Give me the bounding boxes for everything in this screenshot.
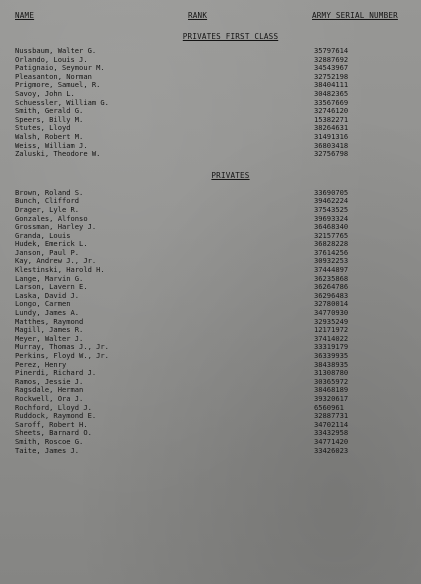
header-name: NAME	[15, 11, 35, 20]
army-serial-number: 32157765	[314, 230, 349, 240]
army-serial-number: 32887692	[314, 54, 349, 64]
soldier-name: Bunch, Clifford	[15, 196, 80, 206]
army-serial-number: 37444897	[314, 265, 349, 275]
soldier-name: Schuessler, William G.	[15, 97, 109, 107]
army-serial-number: 34543967	[314, 63, 349, 73]
army-serial-number: 36468340	[314, 222, 349, 232]
section-title-privates-first-class: PRIVATES FIRST CLASS	[182, 32, 279, 41]
army-serial-number: 33567669	[314, 97, 349, 107]
army-serial-number: 39693324	[314, 213, 349, 223]
soldier-name: Brown, Roland S.	[15, 187, 84, 197]
soldier-name: Savoy, John L.	[15, 88, 75, 98]
army-serial-number: 34771420	[314, 436, 349, 446]
soldier-name: Matthes, Raymond	[15, 316, 84, 326]
soldier-name: Smith, Gerald G.	[15, 106, 84, 116]
soldier-name: Orlando, Louis J.	[15, 54, 88, 64]
army-serial-number: 36339935	[314, 351, 349, 360]
army-serial-number: 32752198	[314, 71, 349, 81]
army-serial-number: 12171972	[314, 325, 349, 335]
header-serial-number: ARMY SERIAL NUMBER	[312, 11, 398, 20]
roster-row	[0, 150, 421, 159]
soldier-name: Gonzales, Alfonso	[15, 213, 88, 223]
army-serial-number: 6560961	[314, 402, 344, 412]
soldier-name: Granda, Louis	[15, 230, 71, 240]
army-serial-number: 33319179	[314, 342, 349, 352]
army-serial-number: 36803418	[314, 140, 349, 150]
roster-row	[0, 447, 421, 456]
army-serial-number: 36235868	[314, 273, 349, 283]
soldier-name: Ruddock, Raymond E.	[15, 411, 97, 421]
soldier-name: Grossman, Harley J.	[15, 222, 97, 232]
soldier-name: Meyer, Walter J.	[15, 333, 84, 343]
army-serial-number: 34702114	[314, 419, 349, 429]
soldier-name: Laska, David J.	[15, 290, 80, 300]
army-serial-number: 39462224	[314, 196, 349, 206]
soldier-name: Smith, Roscoe G.	[15, 436, 84, 446]
soldier-name: Rochford, Lloyd J.	[15, 402, 92, 412]
army-serial-number: 30365972	[314, 376, 349, 386]
soldier-name: Hudek, Emerick L.	[15, 239, 88, 249]
soldier-name: Stutes, Lloyd	[15, 123, 71, 133]
soldier-name: Speers, Billy M.	[15, 114, 84, 124]
soldier-name: Prigmore, Samuel, R.	[15, 80, 101, 90]
soldier-name: Perkins, Floyd W., Jr.	[15, 351, 109, 360]
soldier-name: Saroff, Robert H.	[15, 419, 88, 429]
army-serial-number: 15382271	[314, 114, 349, 124]
army-serial-number: 32780014	[314, 299, 349, 309]
soldier-name: Zaluski, Theodore W.	[15, 149, 101, 159]
army-serial-number: 37543525	[314, 204, 349, 214]
roster-list-privates-first-class	[0, 47, 421, 159]
soldier-name: Pleasanton, Norman	[15, 71, 92, 81]
soldier-name: Janson, Paul P.	[15, 247, 80, 257]
army-serial-number: 33432958	[314, 428, 349, 438]
column-header-row	[0, 8, 421, 22]
army-serial-number: 39320617	[314, 393, 349, 403]
army-serial-number: 38404111	[314, 80, 349, 90]
soldier-name: Ragsdale, Herman	[15, 385, 84, 395]
army-serial-number: 32756798	[314, 149, 349, 159]
soldier-name: Perez, Henry	[15, 359, 67, 369]
header-rank: RANK	[188, 11, 208, 20]
army-serial-number: 31308780	[314, 368, 349, 378]
army-serial-number: 37414022	[314, 333, 349, 343]
soldier-name: Magill, James R.	[15, 325, 84, 335]
soldier-name: Patignaio, Seymour M.	[15, 63, 105, 73]
army-serial-number: 30482365	[314, 88, 349, 98]
soldier-name: Rockwell, Ora J.	[15, 393, 84, 403]
roster-list-privates	[0, 189, 421, 455]
army-serial-number: 32887731	[314, 411, 349, 421]
army-serial-number: 31491316	[314, 131, 349, 141]
army-serial-number: 33426023	[314, 445, 349, 455]
soldier-name: Pinerdi, Richard J.	[15, 368, 97, 378]
army-serial-number: 33690705	[314, 187, 349, 197]
soldier-name: Taite, James J.	[15, 445, 80, 455]
soldier-name: Kay, Andrew J., Jr.	[15, 256, 97, 266]
soldier-name: Sheets, Barnard O.	[15, 428, 92, 438]
army-serial-number: 38264631	[314, 123, 349, 133]
soldier-name: Nussbaum, Walter G.	[15, 46, 97, 55]
soldier-name: Lange, Marvin G.	[15, 273, 84, 283]
army-serial-number: 30932253	[314, 256, 349, 266]
soldier-name: Lundy, James A.	[15, 308, 80, 318]
soldier-name: Longo, Carmen	[15, 299, 71, 309]
soldier-name: Larson, Lavern E.	[15, 282, 88, 292]
army-serial-number: 36264786	[314, 282, 349, 292]
soldier-name: Murray, Thomas J., Jr.	[15, 342, 109, 352]
army-serial-number: 38468189	[314, 385, 349, 395]
soldier-name: Walsh, Robert M.	[15, 131, 84, 141]
army-serial-number: 38438935	[314, 359, 349, 369]
army-serial-number: 32746120	[314, 106, 349, 116]
army-serial-number: 36828228	[314, 239, 349, 249]
section-title-privates: PRIVATES	[211, 170, 250, 180]
soldier-name: Weiss, William J.	[15, 140, 88, 150]
army-serial-number: 32935249	[314, 316, 349, 326]
soldier-name: Drager, Lyle R.	[15, 204, 80, 214]
army-serial-number: 35797614	[314, 46, 349, 55]
army-serial-number: 37614256	[314, 247, 349, 257]
soldier-name: Ramos, Jessie J.	[15, 376, 84, 386]
army-serial-number: 36296483	[314, 290, 349, 300]
soldier-name: Klestinski, Harold H.	[15, 265, 105, 275]
army-serial-number: 34770930	[314, 308, 349, 318]
